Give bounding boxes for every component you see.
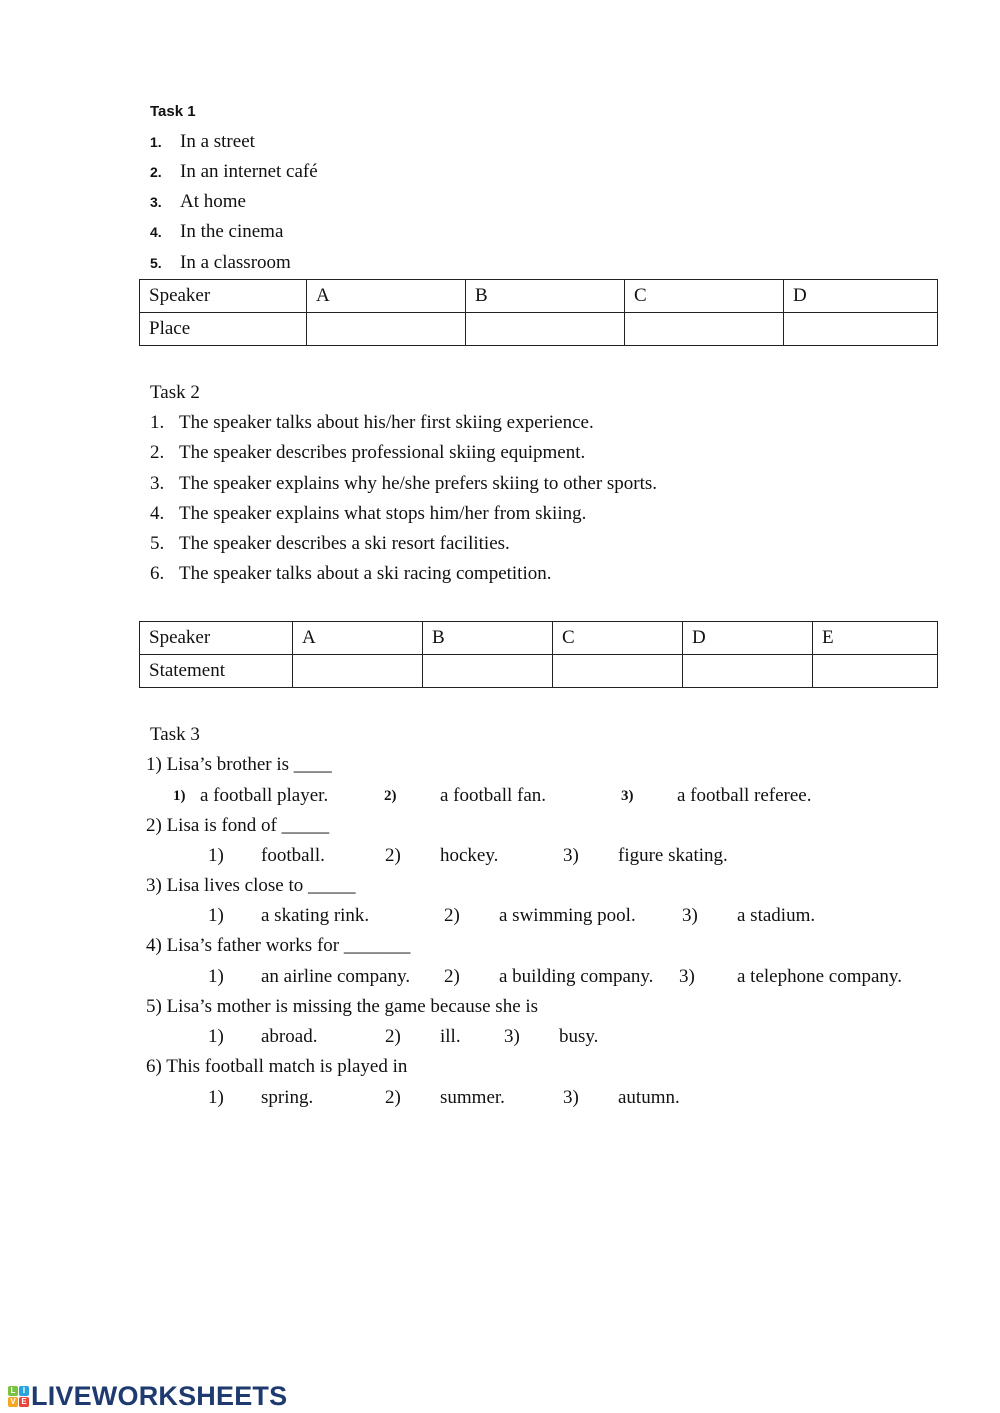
table-cell: D <box>784 280 938 313</box>
logo-letter: V <box>8 1397 18 1407</box>
table-cell: C <box>553 622 683 655</box>
option-text[interactable]: a skating rink. <box>261 905 370 926</box>
question-text: 6) This football match is played in <box>146 1056 408 1077</box>
table-cell: Speaker <box>140 280 307 313</box>
option-text[interactable]: abroad. <box>261 1026 318 1047</box>
item-text: The speaker talks about a ski racing competition. <box>179 563 552 584</box>
option-text[interactable]: a football player. <box>200 785 329 806</box>
task2-item <box>150 563 552 585</box>
table-cell: A <box>293 622 423 655</box>
item-number: 4. <box>150 224 162 240</box>
item-text: The speaker describes professional skiing equipment. <box>179 442 586 463</box>
option-number: 3) <box>563 1087 579 1108</box>
logo-letter: E <box>19 1397 29 1407</box>
task1-table <box>139 279 938 346</box>
table-row <box>140 655 938 688</box>
item-text: The speaker explains why he/she prefers skiing to other sports. <box>179 473 658 494</box>
answer-cell[interactable] <box>625 313 784 346</box>
answer-cell[interactable] <box>307 313 466 346</box>
task1-item <box>150 252 291 274</box>
table-row <box>140 313 938 346</box>
task2-item <box>150 503 586 525</box>
task3-title: Task 3 <box>150 724 200 745</box>
answer-cell[interactable] <box>553 655 683 688</box>
logo-letter: L <box>8 1386 18 1396</box>
option-number: 2) <box>385 1087 401 1108</box>
item-number: 5. <box>150 533 165 554</box>
question-text: 1) Lisa’s brother is ____ <box>146 754 332 775</box>
task2-item <box>150 442 585 464</box>
option-text[interactable]: football. <box>261 845 325 866</box>
question-text: 5) Lisa’s mother is missing the game because she is <box>146 996 539 1017</box>
option-number: 2) <box>385 845 401 866</box>
table-cell: D <box>683 622 813 655</box>
item-text: In a classroom <box>180 252 291 273</box>
table-row <box>140 622 938 655</box>
task1-title: Task 1 <box>150 103 196 120</box>
option-number: 3) <box>682 905 698 926</box>
option-text[interactable]: a stadium. <box>737 905 816 926</box>
option-text[interactable]: hockey. <box>440 845 499 866</box>
table-cell: Speaker <box>140 622 293 655</box>
task1-item <box>150 131 255 153</box>
item-number: 5. <box>150 255 162 271</box>
task2-table <box>139 621 938 688</box>
task1-item <box>150 161 318 183</box>
item-number: 2. <box>150 164 162 180</box>
item-number: 3. <box>150 473 165 494</box>
option-number: 1) <box>208 845 224 866</box>
item-number: 6. <box>150 563 165 584</box>
option-number: 2) <box>444 905 460 926</box>
item-number: 4. <box>150 503 165 524</box>
task1-item <box>150 221 283 243</box>
item-text: In the cinema <box>180 221 284 242</box>
option-number: 2) <box>384 788 397 804</box>
table-cell: B <box>466 280 625 313</box>
task1-item <box>150 191 246 213</box>
question-text: 3) Lisa lives close to _____ <box>146 875 356 896</box>
item-text: The speaker describes a ski resort facilities. <box>179 533 510 554</box>
table-cell: B <box>423 622 553 655</box>
task2-title: Task 2 <box>150 382 200 403</box>
option-number: 1) <box>208 966 224 987</box>
option-number: 2) <box>444 966 460 987</box>
option-number: 1) <box>208 1026 224 1047</box>
option-text[interactable]: spring. <box>261 1087 314 1108</box>
option-text[interactable]: a building company. <box>499 966 654 987</box>
table-cell: E <box>813 622 938 655</box>
answer-cell[interactable] <box>466 313 625 346</box>
option-number: 3) <box>504 1026 520 1047</box>
option-text[interactable]: summer. <box>440 1087 505 1108</box>
table-row <box>140 280 938 313</box>
item-number: 3. <box>150 194 162 210</box>
option-text[interactable]: a football fan. <box>440 785 547 806</box>
item-text: The speaker talks about his/her first skiing experience. <box>179 412 594 433</box>
task2-item <box>150 473 657 495</box>
option-text[interactable]: busy. <box>559 1026 599 1047</box>
table-cell: A <box>307 280 466 313</box>
option-number: 2) <box>385 1026 401 1047</box>
option-number: 1) <box>208 905 224 926</box>
table-cell: Statement <box>140 655 293 688</box>
option-text[interactable]: a swimming pool. <box>499 905 636 926</box>
live-blocks-icon <box>8 1386 29 1407</box>
item-number: 1. <box>150 412 165 433</box>
option-text[interactable]: a telephone company. <box>737 966 902 987</box>
liveworksheets-logo[interactable] <box>8 1381 287 1412</box>
answer-cell[interactable] <box>813 655 938 688</box>
option-number: 3) <box>621 788 634 804</box>
task2-item <box>150 412 594 434</box>
option-number: 3) <box>679 966 695 987</box>
option-text[interactable]: an airline company. <box>261 966 411 987</box>
option-text[interactable]: ill. <box>440 1026 461 1047</box>
option-text[interactable]: autumn. <box>618 1087 680 1108</box>
item-text: In a street <box>180 131 255 152</box>
option-text[interactable]: figure skating. <box>618 845 728 866</box>
item-text: The speaker explains what stops him/her from skiing. <box>179 503 587 524</box>
answer-cell[interactable] <box>784 313 938 346</box>
option-text[interactable]: a football referee. <box>677 785 812 806</box>
option-number: 1) <box>173 788 186 804</box>
item-number: 2. <box>150 442 165 463</box>
option-number: 3) <box>563 845 579 866</box>
brand-name: LIVEWORKSHEETS <box>31 1381 288 1411</box>
item-number: 1. <box>150 134 162 150</box>
task2-item <box>150 533 510 555</box>
answer-cell[interactable] <box>423 655 553 688</box>
question-text: 4) Lisa’s father works for _______ <box>146 935 411 956</box>
item-text: In an internet café <box>180 161 318 182</box>
logo-letter: I <box>19 1386 29 1396</box>
question-text: 2) Lisa is fond of _____ <box>146 815 330 836</box>
answer-cell[interactable] <box>293 655 423 688</box>
table-cell: Place <box>140 313 307 346</box>
item-text: At home <box>180 191 246 212</box>
answer-cell[interactable] <box>683 655 813 688</box>
option-number: 1) <box>208 1087 224 1108</box>
table-cell: C <box>625 280 784 313</box>
